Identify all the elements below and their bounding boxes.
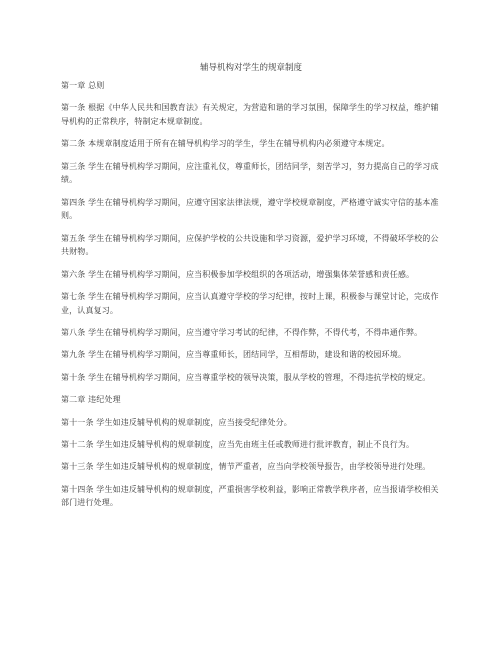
article-paragraph: 第七条 学生在辅导机构学习期间，应当认真遵守学校的学习纪律，按时上课，积极参与课堂讨论，完成作业，认真复习。 [61,292,439,315]
article-paragraph: 第八条 学生在辅导机构学习期间，应当遵守学习考试的纪律，不得作弊，不得代考，不得串通作弊。 [61,328,423,338]
article-paragraph: 第三条 学生在辅导机构学习期间，应注重礼仪，尊重师长，团结同学，刻苦学习，努力提高自己的学习成绩。 [61,161,439,185]
document-body [61,79,439,519]
chapter-heading: 第二章 违纪处理 [61,395,121,405]
article-paragraph: 第十一条 学生如违反辅导机构的规章制度，应当接受纪律处分。 [61,417,292,427]
chapter-heading: 第一章 总则 [61,81,105,90]
article-paragraph: 第九条 学生在辅导机构学习期间，应当尊重师长，团结同学，互相帮助，建设和谐的校园环境。 [61,350,406,360]
article-paragraph: 第一条 根据《中华人民共和国教育法》有关规定，为营造和谐的学习氛围，保障学生的学习权益，维护辅导机构的正常秩序，特制定本规章制度。 [61,103,439,126]
article-paragraph: 第六条 学生在辅导机构学习期间，应当积极参加学校组织的各项活动，增强集体荣誉感和责任感。 [61,269,415,279]
article-paragraph: 第十三条 学生如违反辅导机构的规章制度，情节严重者，应当向学校领导报告，由学校领导进行处理。 [61,462,431,472]
document-title: 辅导机构对学生的规章制度 [199,63,302,73]
article-paragraph: 第四条 学生在辅导机构学习期间，应遵守国家法律法规，遵守学校规章制度，严格遵守诚实守信的基本准则。 [61,197,439,221]
article-paragraph: 第二条 本规章制度适用于所有在辅导机构学习的学生，学生在辅导机构内必须遵守本规定。 [61,139,390,149]
article-paragraph: 第十四条 学生如违反辅导机构的规章制度，严重损害学校利益，影响正常教学秩序者，应当报请学校相关部门进行处理。 [61,484,439,508]
article-paragraph: 第十条 学生在辅导机构学习期间，应当尊重学校的领导决策，服从学校的管理，不得违抗学校的规定。 [61,372,431,382]
article-paragraph: 第五条 学生在辅导机构学习期间，应保护学校的公共设施和学习资源，爱护学习环境，不得破坏学校的公共财物。 [61,233,439,257]
article-paragraph: 第十二条 学生如违反辅导机构的规章制度，应当先由班主任或教师进行批评教育，制止不良行为。 [61,440,415,450]
